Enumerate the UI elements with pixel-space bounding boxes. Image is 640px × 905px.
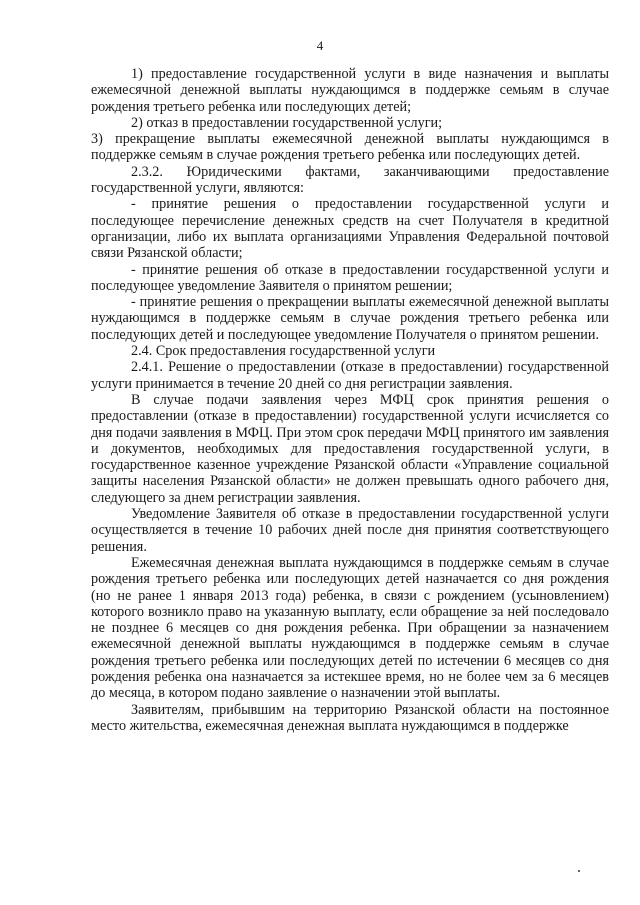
document-body xyxy=(91,66,609,734)
scan-dot xyxy=(578,870,580,872)
page-number: 4 xyxy=(316,38,324,53)
paragraph-notification: Уведомление Заявителя об отказе в предоставлении государственной услуги осуществляется в течение 10 рабочих дней после дня принятия соответствующего решения. xyxy=(91,506,609,555)
paragraph-list-item-3: 3) прекращение выплаты ежемесячной денежной выплаты нуждающимся в поддержке семьям в случае рождения третьего ребенка или последующих детей. xyxy=(91,131,609,164)
paragraph-list-item-1: 1) предоставление государственной услуги в виде назначения и выплаты ежемесячной денежной выплаты нуждающимся в поддержке семьям в случае рождения третьего ребенка или последующих детей; xyxy=(91,66,609,115)
paragraph-section-2-3-2: 2.3.2. Юридическими фактами, заканчивающими предоставление государственной услуги, являются: xyxy=(91,163,609,197)
paragraph-list-item-2: 2) отказ в предоставлении государственной услуги; xyxy=(131,114,443,131)
paragraph-section-2-4-1: 2.4.1. Решение о предоставлении (отказе в предоставлении) государственной услуги принимается в течение 20 дней со дня регистрации заявления. xyxy=(91,359,609,392)
paragraph-monthly-payment: Ежемесячная денежная выплата нуждающимся в поддержке семьям в случае рождения третьего ребенка или последующих детей назначается со дня рождения (но не ранее 1 января 2013 года) ребенка, в связи с рождением (усыновлением) которого возникло право на указанную выплату, если обращение за ней последовало не позднее 6 месяцев со дня рождения ребенка. При обращении за назначением ежемесячной денежной выплаты нуждающимся в поддержке семьям в случае рождения третьего ребенка или последующих детей по истечении 6 месяцев со дня рождения ребенка она назначается за истекшее время, но не более чем за 6 месяцев до месяца, в котором подано заявление о назначении этой выплаты. xyxy=(91,554,609,702)
paragraph-bullet-2: - принятие решения об отказе в предоставлении государственной услуги и последующее уведомление Заявителя о принятом решении; xyxy=(91,261,609,294)
paragraph-bullet-3: - принятие решения о прекращении выплаты ежемесячной денежной выплаты нуждающимся в поддержке семьям в случае рождения третьего ребенка или последующих детей и последующее уведомление Получателя о принятом решении. xyxy=(91,294,609,343)
paragraph-applicants-arrived: Заявителям, прибывшим на территорию Рязанской области на постоянное место жительства, ежемесячная денежная выплата нуждающимся в поддержке xyxy=(91,701,609,734)
section-heading-2-4: 2.4. Срок предоставления государственной услуги xyxy=(131,343,436,360)
paragraph-bullet-1: - принятие решения о предоставлении государственной услуги и последующее перечисление денежных средств на счет Получателя в кредитной организации, либо их выплата организациями Управления Федеральной почтовой связи Рязанской области; xyxy=(91,196,609,262)
paragraph-mfc: В случае подачи заявления через МФЦ срок принятия решения о предоставлении (отказе в предоставлении) государственной услуги исчисляется со дня подачи заявления в МФЦ. При этом срок передачи МФЦ принятого им заявления и документов, необходимых для предоставления государственной услуги, в государственное казенное учреждение Рязанской области «Управление социальной защиты населения Рязанской области» не должен превышать одного рабочего дня, следующего за днем регистрации заявления. xyxy=(91,391,609,506)
